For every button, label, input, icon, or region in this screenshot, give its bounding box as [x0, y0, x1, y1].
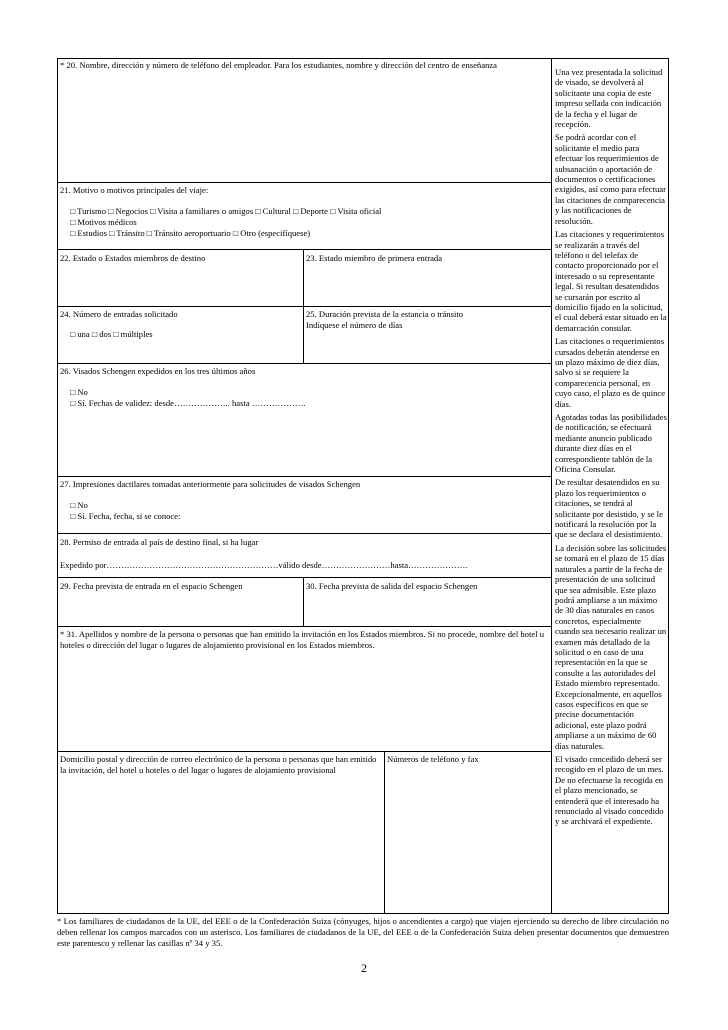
- field-28-entry-permit: [58, 534, 551, 578]
- field-29-entry-date[interactable]: [58, 578, 304, 627]
- fingerprints-yes-option[interactable]: □ Sí. Fecha, fecha, si se conoce:: [70, 511, 181, 521]
- previous-visas-no-option[interactable]: □ No: [70, 387, 88, 397]
- field-20-employer[interactable]: [58, 59, 551, 183]
- previous-visas-yes-option[interactable]: □ Sí. Fechas de validez: desde……………….. hasta ……………….: [70, 398, 306, 408]
- fingerprints-no-option[interactable]: □ No: [70, 500, 88, 510]
- field-30-exit-date[interactable]: [304, 578, 551, 627]
- sidebar-paragraph-withdrawal: De resultar desatendidos en su plazo los requerimientos o citaciones, se tendrá al solicitante por desistido, y se le notificará la resolución por la que se declara el desistimiento.: [555, 477, 663, 540]
- inviting-address-label: Domicilio postal y dirección de correo electrónico de la persona o personas que han emitido la invitación, del hotel u hoteles o del lugar o lugares de alojamiento provisional: [60, 754, 377, 775]
- sidebar-paragraph-notification: Agotadas todas las posibilidades de notificación, se efectuará mediante anuncio publicado durante diez días en el correspondiente tablón de la Oficina Consular.: [555, 412, 667, 475]
- field-20-label: * 20. Nombre, dirección y número de teléfono del empleador. Para los estudiantes, nombre y dirección del centro de enseñanza: [60, 60, 497, 70]
- page-number: 2: [361, 961, 367, 975]
- sidebar-paragraph-receipt: Una vez presentada la solicitud de visado, se devolverá al solicitante una copia de este impreso sellada con indicación de la fecha y el lugar de recepción.: [555, 67, 663, 130]
- field-23-label: 23. Estado miembro de primera entrada: [306, 253, 443, 263]
- sidebar-paragraph-decision: La decisión sobre las solicitudes se tomará en el plazo de 15 días naturales a partir de la fecha de presentación de una solicitud que sea admisible. Este plazo podrá ampliarse a un máximo de 30 días naturales en casos concretos, especialmente cuando sea necesario realizar un examen más detallado de la solicitud o en caso de una representación en la que se consulte a las autoridades del Estado miembro representado. Excepcionalmente, en aquellos casos específicos en que se precise documentación adicional, este plazo podrá ampliarse a un máximo de 60 días naturales.: [555, 542, 667, 751]
- field-31-inviting-person[interactable]: [58, 627, 551, 752]
- field-23-first-entry-state[interactable]: [304, 250, 551, 307]
- field-24-number-of-entries: [58, 307, 304, 364]
- sidebar-paragraph-requirements: Se podrá acordar con el solicitante el medio para efectuar los requerimientos de subsanación o aportación de documentos o certificaciones exigidos, así como para efectuar las citaciones de comparecencia y las notificaciones de resolución.: [555, 132, 666, 226]
- inviting-phone-fax-field[interactable]: [385, 752, 551, 913]
- inviting-address-field[interactable]: [58, 752, 385, 913]
- entry-permit-line[interactable]: Expedido por……………………………………………………válido desde……………………hasta…………………: [60, 560, 469, 570]
- entries-options[interactable]: □ una □ dos □ múltiples: [70, 329, 153, 339]
- field-22-destination-states[interactable]: [58, 250, 304, 307]
- field-27-fingerprints: [58, 477, 551, 534]
- field-27-label: 27. Impresiones dactilares tomadas anteriormente para solicitudes de visados Schengen: [60, 479, 361, 489]
- field-29-label: 29. Fecha prevista de entrada en el espacio Schengen: [60, 581, 243, 591]
- field-25-sub-label: Indíquese el número de días: [306, 320, 403, 330]
- field-21-travel-purpose: [58, 183, 551, 250]
- field-31-label: * 31. Apellidos y nombre de la persona o personas que han emitido la invitación en los Estados miembros. Si no procede, nombre del hotel u hoteles o dirección del lugar o lugares de alojamiento provisional en los Estados miembros.: [60, 629, 545, 650]
- field-21-label: 21. Motivo o motivos principales del viaje:: [60, 185, 209, 195]
- purpose-options-row-1[interactable]: □ Turismo □ Negocios □ Visita a familiares o amigos □ Cultural □ Deporte □ Visita oficial: [70, 206, 382, 216]
- field-25-duration[interactable]: [304, 307, 551, 364]
- purpose-options-row-2[interactable]: □ Motivos médicos: [70, 217, 137, 227]
- sidebar-paragraph-summons: Las citaciones y requerimientos se realizarán a través del teléfono o del telefax de contacto proporcionado por el interesado o su representante legal. Si resultan desatendidos se cursarán por escrito al domicilio fijado en la solicitud, el cual deberá estar situado en la demarcación consular.: [555, 229, 667, 333]
- field-30-label: 30. Fecha prevista de salida del espacio Schengen: [306, 581, 478, 591]
- field-28-label: 28. Permiso de entrada al país de destino final, si ha lugar: [60, 537, 259, 547]
- field-26-previous-visas: [58, 364, 551, 477]
- field-24-label: 24. Número de entradas solicitado: [60, 309, 178, 319]
- purpose-options-row-3[interactable]: □ Estudios □ Tránsito □ Tránsito aeroportuario □ Otro (especifíquese): [70, 228, 311, 238]
- field-22-label: 22. Estado o Estados miembros de destino: [60, 253, 206, 263]
- footnote: * Los familiares de ciudadanos de la UE, del EEE o de la Confederación Suiza (cónyuges, hijos o ascendientes a cargo) que viajen ejerciendo su derecho de libre circulación no deben rellenar los campos marcados con un asterisco. Los familiares de ciudadanos de la UE, del EEE o de la Confederación Suiza deben presentar documentos que demuestren este parentesco y rellenar las casillas nº 34 y 35.: [57, 916, 669, 948]
- sidebar-paragraph-deadline: Las citaciones o requerimientos cursados deberán atenderse en un plazo máximo de diez días, salvo si se requiere la comparecencia personal, en cuyo caso, el plazo es de quince días.: [555, 336, 666, 409]
- field-26-label: 26. Visados Schengen expedidos en los tres últimos años: [60, 366, 256, 376]
- inviting-phone-fax-label: Números de teléfono y fax: [387, 754, 479, 764]
- sidebar-text: [555, 67, 667, 827]
- sidebar-paragraph-collection: El visado concedido deberá ser recogido en el plazo de un mes. De no efectuarse la recogida en el plazo mencionado, se entenderá que el interesado ha renunciado al visado concedido y se archivará el expediente.: [555, 754, 664, 827]
- field-25-label: 25. Duración prevista de la estancia o tránsito: [306, 309, 464, 319]
